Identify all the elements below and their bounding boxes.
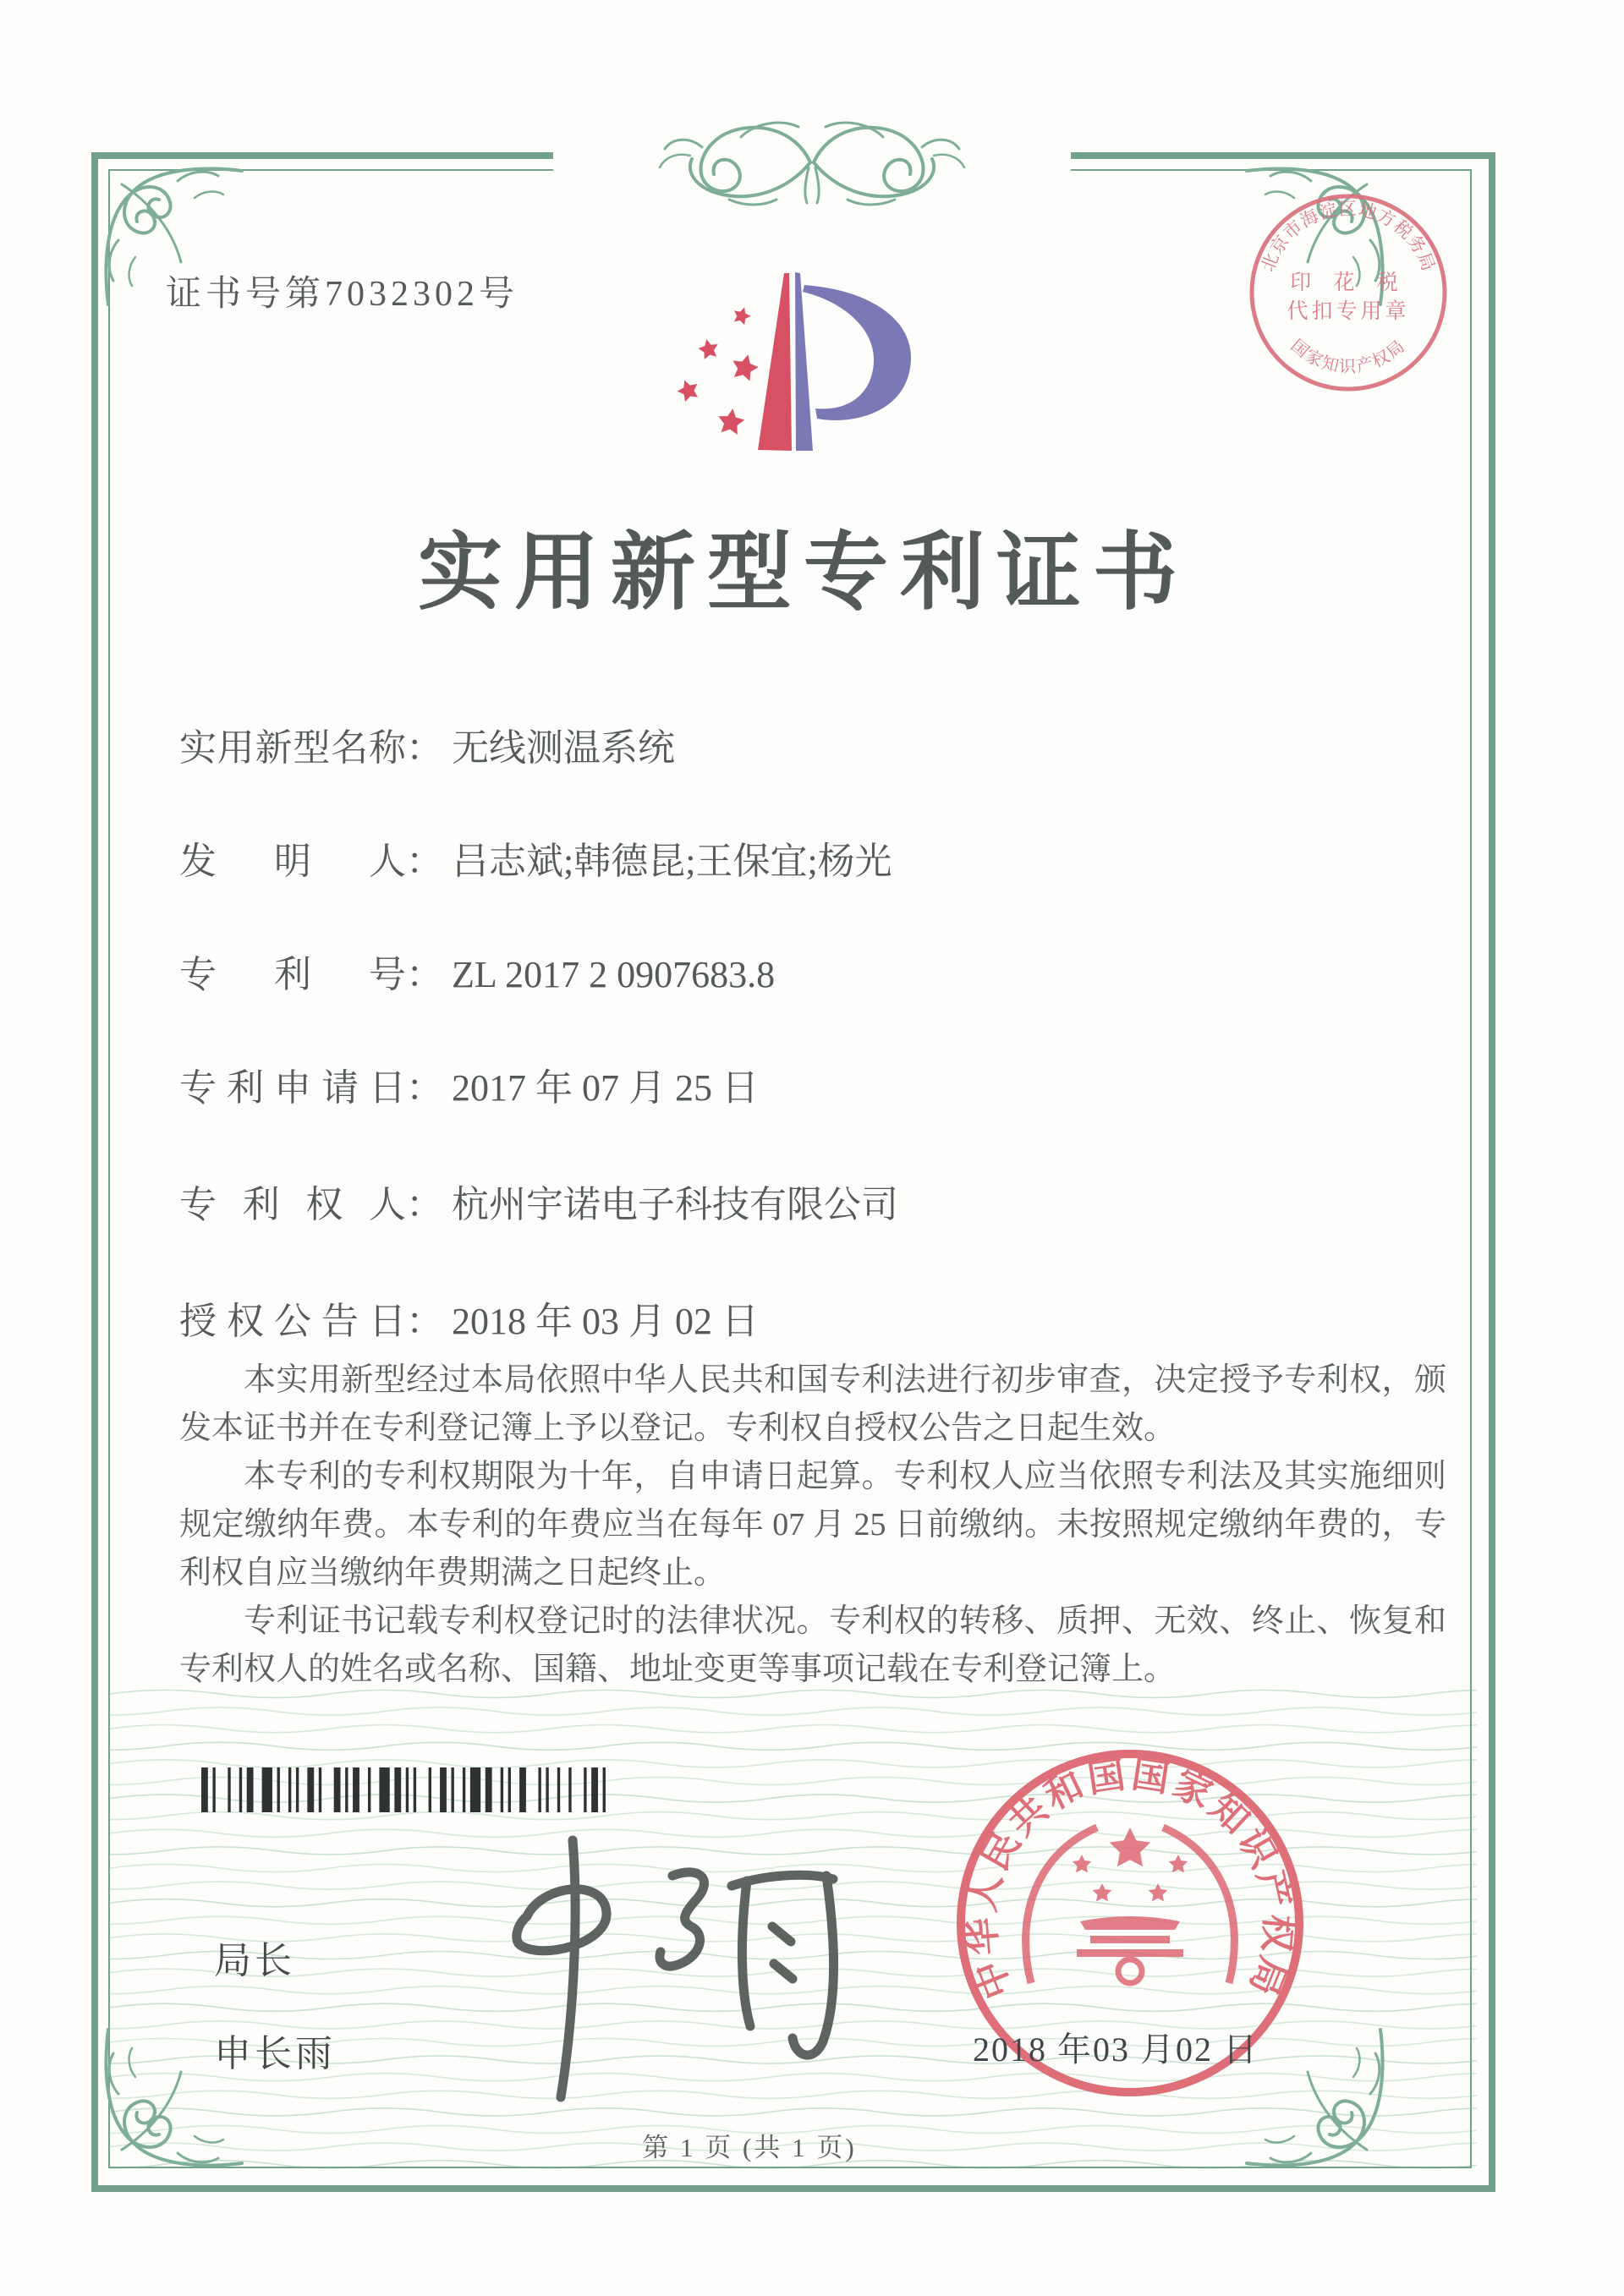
field-colon: ：	[406, 727, 443, 769]
director-name-label: 申长雨	[214, 2033, 336, 2074]
svg-text:中华人民共和国国家知识产权局	[961, 1754, 1300, 2005]
legal-paragraph-2: 本专利的专利权期限为十年，自申请日起算。专利权人应当依照专利法及其实施细则规定缴纳年费。本专利的年费应当在每年 07 月 25 日前缴纳。未按照规定缴纳年费的，专利权自应当缴纳年费期满之日起终止。	[179, 1459, 1446, 1591]
field-colon: ：	[406, 1184, 443, 1225]
legal-text-block	[179, 1356, 1446, 1694]
tax-seal-arc-bottom-text: 国家知识产权局	[1287, 336, 1410, 376]
field-label: 授权公告日	[179, 1301, 406, 1342]
field-inventors	[179, 830, 892, 885]
field-label: 专利号	[179, 954, 406, 995]
field-label: 发明人	[179, 841, 406, 882]
legal-paragraph-3: 专利证书记载专利权登记时的法律状况。专利权的转移、质押、无效、终止、恢复和专利权人的姓名或名称、国籍、地址变更等事项记载在专利登记簿上。	[179, 1603, 1446, 1687]
top-center-scroll-ornament	[541, 108, 1083, 218]
field-value: 杭州宇诺电子科技有限公司	[452, 1184, 898, 1225]
field-value: 2018 年 03 月 02 日	[452, 1301, 759, 1342]
field-label: 专利权人	[179, 1184, 406, 1225]
logo-purple-wedge	[795, 272, 813, 451]
certificate-number: 证书号第7032302号	[166, 275, 519, 314]
logo-stars	[674, 304, 760, 436]
svg-text:国家知识产权局	[1287, 336, 1410, 376]
cnipa-logo	[651, 241, 973, 486]
field-value: 无线测温系统	[452, 727, 675, 769]
cnipa-seal-arc-text: 中华人民共和国国家知识产权局	[960, 1753, 1300, 2005]
logo-red-wedge	[758, 273, 792, 451]
tax-seal-center-line2: 代扣专用章	[1287, 300, 1410, 323]
field-filing-date	[179, 1057, 759, 1111]
field-colon: ：	[406, 1067, 443, 1109]
field-colon: ：	[406, 841, 443, 882]
field-label: 实用新型名称	[179, 727, 406, 769]
director-title-label: 局长	[214, 1940, 295, 1981]
svg-text:北京市海淀区地方税务局	[1258, 199, 1440, 274]
field-value: 吕志斌;韩德昆;王保宜;杨光	[452, 841, 892, 882]
legal-paragraph-1: 本实用新型经过本局依照中华人民共和国专利法进行初步审查，决定授予专利权，颁发本证书并在专利登记簿上予以登记。专利权自授权公告之日起生效。	[179, 1362, 1446, 1446]
field-colon: ：	[406, 954, 443, 995]
national-emblem	[1026, 1827, 1235, 1983]
stamp-tax-seal	[1245, 189, 1451, 396]
field-value: 2017 年 07 月 25 日	[452, 1067, 759, 1109]
field-value: ZL 2017 2 0907683.8	[452, 954, 776, 995]
director-signature	[461, 1825, 842, 2104]
barcode	[201, 1767, 614, 1812]
field-utility-model-name	[179, 717, 675, 771]
field-grant-date	[179, 1290, 759, 1345]
tax-seal-center-line1: 印 花 税	[1290, 271, 1407, 294]
seal-date: 2018 年03 月02 日	[973, 2030, 1259, 2069]
logo-p-crescent	[803, 285, 911, 420]
certificate-title: 实用新型专利证书	[418, 526, 1189, 620]
field-patent-number	[179, 944, 775, 998]
field-label: 专利申请日	[179, 1067, 406, 1109]
field-patentee	[179, 1174, 898, 1228]
tax-seal-arc-top-text: 北京市海淀区地方税务局	[1257, 199, 1440, 275]
page-number-footer: 第 1 页 (共 1 页)	[642, 2133, 857, 2162]
field-colon: ：	[406, 1301, 443, 1342]
